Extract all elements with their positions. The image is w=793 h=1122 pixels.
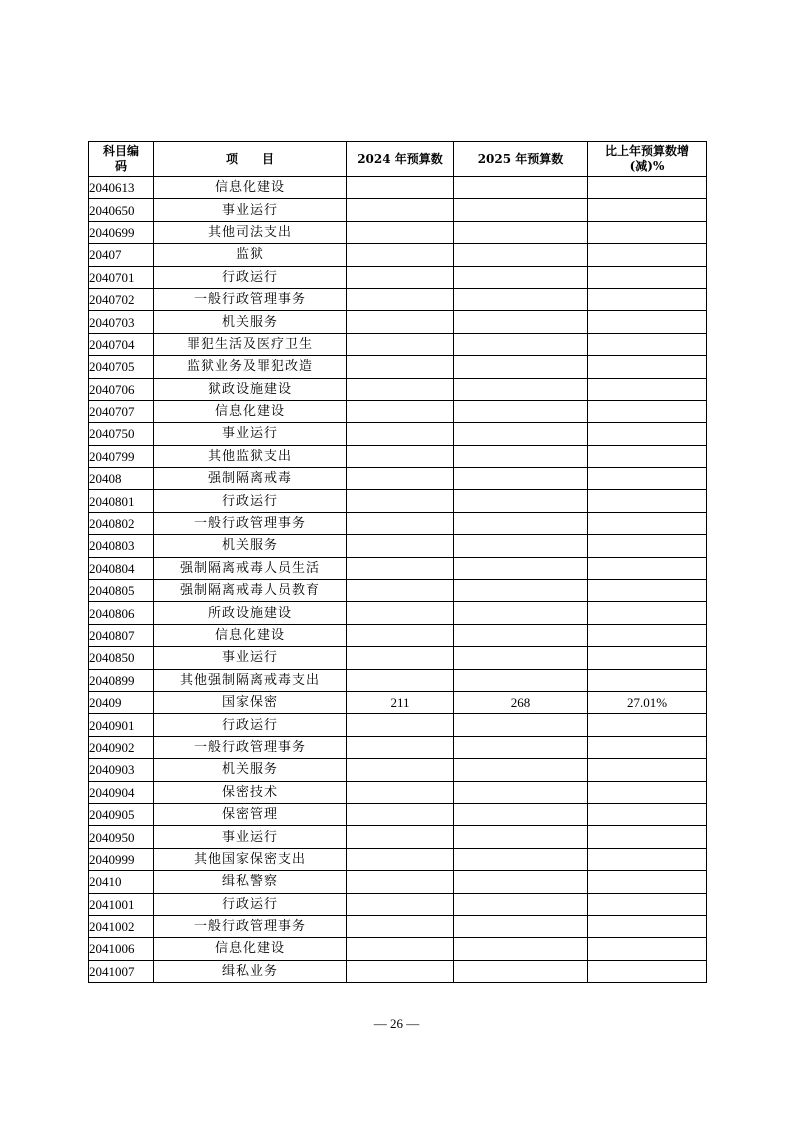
cell-name: 事业运行 (154, 423, 347, 445)
cell-name: 事业运行 (154, 647, 347, 669)
cell-change (588, 244, 707, 266)
cell-change (588, 266, 707, 288)
cell-name: 其他强制隔离戒毒支出 (154, 669, 347, 691)
cell-2025 (454, 177, 588, 199)
cell-2025 (454, 826, 588, 848)
cell-change (588, 199, 707, 221)
table-row (89, 177, 707, 199)
cell-code: 2040650 (89, 199, 154, 221)
cell-code: 2040802 (89, 512, 154, 534)
cell-2024 (347, 311, 454, 333)
cell-2025 (454, 266, 588, 288)
cell-name: 所政设施建设 (154, 602, 347, 624)
cell-change (588, 445, 707, 467)
table-row (89, 356, 707, 378)
table-row (89, 557, 707, 579)
table-row (89, 871, 707, 893)
cell-name: 缉私业务 (154, 960, 347, 982)
cell-code: 2040706 (89, 378, 154, 400)
cell-2025 (454, 848, 588, 870)
cell-name: 机关服务 (154, 311, 347, 333)
cell-change (588, 871, 707, 893)
header-change: 比上年预算数增(减)% (588, 142, 707, 177)
cell-change (588, 736, 707, 758)
cell-2024 (347, 557, 454, 579)
cell-2024 (347, 490, 454, 512)
cell-code: 2040950 (89, 826, 154, 848)
cell-code: 2041006 (89, 938, 154, 960)
table-row (89, 759, 707, 781)
cell-2025 (454, 759, 588, 781)
cell-code: 20407 (89, 244, 154, 266)
cell-code: 2040703 (89, 311, 154, 333)
cell-2025 (454, 580, 588, 602)
cell-code: 2040707 (89, 400, 154, 422)
cell-2025 (454, 468, 588, 490)
cell-code: 2040699 (89, 221, 154, 243)
cell-name: 监狱业务及罪犯改造 (154, 356, 347, 378)
cell-change (588, 602, 707, 624)
cell-name: 一般行政管理事务 (154, 288, 347, 310)
header-2024: 2024 年预算数 (347, 142, 454, 177)
cell-2025 (454, 624, 588, 646)
table-row (89, 893, 707, 915)
cell-change (588, 893, 707, 915)
cell-name: 强制隔离戒毒人员生活 (154, 557, 347, 579)
cell-2025 (454, 736, 588, 758)
cell-code: 2040750 (89, 423, 154, 445)
cell-code: 2040613 (89, 177, 154, 199)
cell-name: 一般行政管理事务 (154, 915, 347, 937)
cell-name: 狱政设施建设 (154, 378, 347, 400)
cell-code: 2040801 (89, 490, 154, 512)
cell-2025 (454, 938, 588, 960)
cell-change (588, 468, 707, 490)
cell-2025 (454, 221, 588, 243)
cell-name: 机关服务 (154, 759, 347, 781)
table-row (89, 266, 707, 288)
table-row (89, 669, 707, 691)
cell-2024 (347, 445, 454, 467)
cell-2024 (347, 803, 454, 825)
cell-name: 其他司法支出 (154, 221, 347, 243)
table-row (89, 244, 707, 266)
cell-name: 行政运行 (154, 490, 347, 512)
cell-change (588, 288, 707, 310)
cell-2024 (347, 624, 454, 646)
cell-name: 信息化建设 (154, 400, 347, 422)
cell-2025 (454, 378, 588, 400)
cell-2025 (454, 557, 588, 579)
cell-change (588, 311, 707, 333)
cell-2024 (347, 580, 454, 602)
cell-2024 (347, 759, 454, 781)
cell-2025 (454, 781, 588, 803)
table-row (89, 199, 707, 221)
cell-2024 (347, 378, 454, 400)
cell-2024 (347, 400, 454, 422)
table-row (89, 400, 707, 422)
cell-name: 信息化建设 (154, 177, 347, 199)
table-row (89, 624, 707, 646)
cell-2025 (454, 535, 588, 557)
cell-change (588, 759, 707, 781)
cell-change (588, 714, 707, 736)
table-row (89, 938, 707, 960)
cell-code: 2040804 (89, 557, 154, 579)
cell-name: 事业运行 (154, 199, 347, 221)
cell-2024 (347, 535, 454, 557)
cell-2025 (454, 602, 588, 624)
cell-2025 (454, 311, 588, 333)
cell-2025 (454, 512, 588, 534)
cell-2024 (347, 199, 454, 221)
cell-name: 信息化建设 (154, 938, 347, 960)
table-row (89, 848, 707, 870)
cell-2025 (454, 288, 588, 310)
table-body (89, 177, 707, 983)
cell-change: 27.01% (588, 691, 707, 713)
cell-2024 (347, 288, 454, 310)
cell-2024 (347, 736, 454, 758)
cell-name: 罪犯生活及医疗卫生 (154, 333, 347, 355)
cell-2025 (454, 669, 588, 691)
table-row (89, 736, 707, 758)
cell-code: 2040899 (89, 669, 154, 691)
cell-2024 (347, 871, 454, 893)
cell-code: 2040905 (89, 803, 154, 825)
cell-change (588, 423, 707, 445)
cell-code: 2041001 (89, 893, 154, 915)
cell-2025 (454, 356, 588, 378)
cell-name: 其他监狱支出 (154, 445, 347, 467)
cell-2024 (347, 781, 454, 803)
header-name: 项 目 (154, 142, 347, 177)
cell-change (588, 333, 707, 355)
cell-name: 事业运行 (154, 826, 347, 848)
cell-name: 强制隔离戒毒人员教育 (154, 580, 347, 602)
cell-2025 (454, 915, 588, 937)
cell-2025 (454, 803, 588, 825)
cell-name: 保密管理 (154, 803, 347, 825)
cell-2024 (347, 244, 454, 266)
table-row (89, 915, 707, 937)
cell-2025 (454, 400, 588, 422)
table-row (89, 311, 707, 333)
table-row (89, 468, 707, 490)
cell-2024 (347, 848, 454, 870)
cell-2024 (347, 960, 454, 982)
cell-2024 (347, 221, 454, 243)
cell-change (588, 803, 707, 825)
cell-change (588, 669, 707, 691)
header-code: 科目编码 (89, 142, 154, 177)
cell-code: 2040799 (89, 445, 154, 467)
cell-code: 2040701 (89, 266, 154, 288)
cell-code: 20410 (89, 871, 154, 893)
table-row (89, 960, 707, 982)
cell-2025 (454, 871, 588, 893)
cell-code: 2040902 (89, 736, 154, 758)
cell-2024 (347, 177, 454, 199)
cell-change (588, 356, 707, 378)
cell-2024 (347, 714, 454, 736)
cell-change (588, 938, 707, 960)
table-row (89, 490, 707, 512)
table-row (89, 781, 707, 803)
cell-name: 信息化建设 (154, 624, 347, 646)
cell-change (588, 557, 707, 579)
cell-2024 (347, 669, 454, 691)
header-2025: 2025 年预算数 (454, 142, 588, 177)
table-row (89, 714, 707, 736)
cell-name: 强制隔离戒毒 (154, 468, 347, 490)
cell-2025 (454, 244, 588, 266)
table-row (89, 580, 707, 602)
cell-name: 行政运行 (154, 714, 347, 736)
cell-change (588, 580, 707, 602)
cell-name: 国家保密 (154, 691, 347, 713)
cell-name: 行政运行 (154, 266, 347, 288)
cell-2024 (347, 512, 454, 534)
cell-change (588, 915, 707, 937)
cell-code: 2040999 (89, 848, 154, 870)
cell-name: 保密技术 (154, 781, 347, 803)
cell-2024 (347, 356, 454, 378)
cell-2024 (347, 423, 454, 445)
cell-code: 20408 (89, 468, 154, 490)
cell-change (588, 378, 707, 400)
table-row (89, 803, 707, 825)
cell-change (588, 221, 707, 243)
cell-2024 (347, 893, 454, 915)
cell-change (588, 781, 707, 803)
table-row (89, 826, 707, 848)
cell-2025 (454, 199, 588, 221)
table-row (89, 221, 707, 243)
cell-change (588, 177, 707, 199)
cell-2024: 211 (347, 691, 454, 713)
cell-2025 (454, 960, 588, 982)
cell-name: 其他国家保密支出 (154, 848, 347, 870)
cell-change (588, 647, 707, 669)
cell-name: 一般行政管理事务 (154, 736, 347, 758)
cell-2025 (454, 647, 588, 669)
header-row (89, 142, 707, 177)
cell-code: 20409 (89, 691, 154, 713)
cell-change (588, 960, 707, 982)
table-row (89, 647, 707, 669)
table-row (89, 333, 707, 355)
table-row (89, 445, 707, 467)
page-number: — 26 — (373, 1016, 420, 1031)
cell-code: 2040903 (89, 759, 154, 781)
cell-change (588, 400, 707, 422)
table-row (89, 691, 707, 713)
cell-2025 (454, 333, 588, 355)
cell-name: 一般行政管理事务 (154, 512, 347, 534)
cell-code: 2040806 (89, 602, 154, 624)
table-row (89, 512, 707, 534)
cell-2024 (347, 647, 454, 669)
cell-change (588, 624, 707, 646)
cell-name: 机关服务 (154, 535, 347, 557)
cell-code: 2041002 (89, 915, 154, 937)
cell-2024 (347, 938, 454, 960)
cell-2024 (347, 915, 454, 937)
cell-2025: 268 (454, 691, 588, 713)
cell-2025 (454, 714, 588, 736)
cell-change (588, 848, 707, 870)
cell-code: 2040850 (89, 647, 154, 669)
cell-change (588, 512, 707, 534)
cell-2024 (347, 602, 454, 624)
cell-code: 2040702 (89, 288, 154, 310)
cell-2025 (454, 423, 588, 445)
cell-name: 缉私警察 (154, 871, 347, 893)
cell-code: 2040807 (89, 624, 154, 646)
cell-2024 (347, 468, 454, 490)
cell-2024 (347, 826, 454, 848)
cell-name: 监狱 (154, 244, 347, 266)
table-row (89, 535, 707, 557)
cell-name: 行政运行 (154, 893, 347, 915)
cell-2025 (454, 490, 588, 512)
cell-2025 (454, 445, 588, 467)
cell-code: 2040705 (89, 356, 154, 378)
table-row (89, 288, 707, 310)
cell-code: 2040803 (89, 535, 154, 557)
cell-change (588, 535, 707, 557)
cell-code: 2041007 (89, 960, 154, 982)
cell-2024 (347, 266, 454, 288)
cell-2025 (454, 893, 588, 915)
budget-table (88, 141, 707, 983)
cell-code: 2040904 (89, 781, 154, 803)
cell-change (588, 490, 707, 512)
cell-code: 2040704 (89, 333, 154, 355)
cell-code: 2040805 (89, 580, 154, 602)
table-row (89, 602, 707, 624)
cell-code: 2040901 (89, 714, 154, 736)
cell-change (588, 826, 707, 848)
cell-2024 (347, 333, 454, 355)
table-row (89, 378, 707, 400)
table-row (89, 423, 707, 445)
